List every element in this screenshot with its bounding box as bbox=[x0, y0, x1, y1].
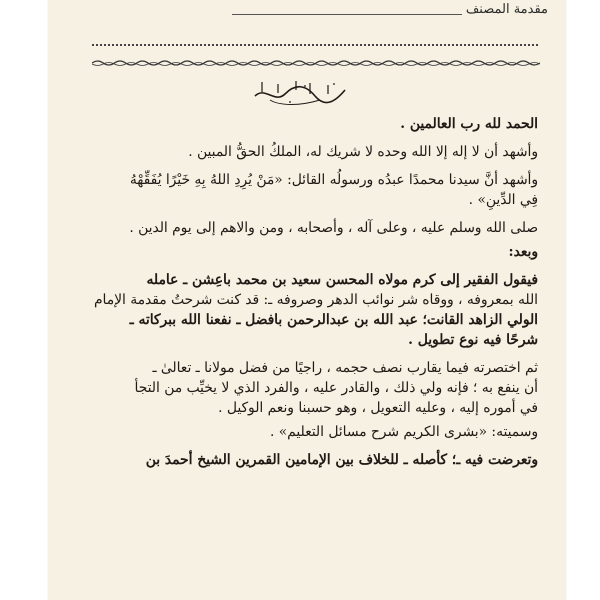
text-line: ثم اختصرته فيما يقارب نصف حجمه ، راجيًا من فضل مولانا ـ تعالىٰ ـ bbox=[152, 360, 538, 376]
text-line: فيقول الفقير إلى كرم مولاه المحسن سعيد بن محمد باعِشن ـ عامله bbox=[146, 272, 538, 288]
text-line: صلى الله وسلم عليه ، وعلى آله ، وأصحابه ، ومن والاهم إلى يوم الدين . bbox=[129, 220, 538, 236]
text-line: أن ينفع به ؛ فإنه ولي ذلك ، والقادر عليه ، والفرد الذي لا يخيِّب من التجأ bbox=[134, 380, 538, 396]
text-line: وتعرضت فيه ـ؛ كأصله ـ للخلاف بين الإمامين القمرين الشيخ أحمدَ بن bbox=[145, 452, 538, 468]
text-line: في أموره إليه ، وعليه التعويل ، وهو حسبنا ونعم الوكيل . bbox=[218, 400, 538, 416]
text-line: الحمد لله رب العالمين . bbox=[400, 116, 538, 132]
text-line: فِي الدِّينِ» . bbox=[468, 192, 538, 208]
book-page bbox=[48, 0, 566, 600]
text-line: الولي الزاهد القانت؛ عبد الله بن عبدالرحمن بافضل ـ نفعنا الله ببركاته ـ bbox=[129, 312, 538, 328]
section-title: مقدمة المصنف bbox=[465, 2, 548, 17]
text-line: وسميته: «بشرى الكريم شرح مسائل التعليم» . bbox=[269, 424, 538, 440]
body-text bbox=[76, 114, 538, 470]
ornamental-border bbox=[92, 59, 540, 67]
text-line: وأشهد أن لا إله إلا الله وحده لا شريك له، الملكُ الحقُّ المبين . bbox=[188, 144, 538, 160]
text-line: وبعد: bbox=[508, 244, 538, 260]
text-line: الله بمعروفه ، ووقاه شر نوائب الدهر وصروفه ـ: قد كنت شرحتُ مقدمة الإمام bbox=[93, 292, 538, 308]
text-line: وأشهد أنَّ سيدنا محمدًا عبدُه ورسولُه القائل: «مَنْ يُرِدِ اللهُ بِهِ خَيْرًا يُفَقِّهْهُ bbox=[129, 172, 538, 188]
text-line: شرحًا فيه نوع تطويل . bbox=[408, 332, 538, 348]
basmala-calligraphy bbox=[250, 76, 350, 106]
dotted-separator bbox=[92, 44, 538, 46]
header-rule bbox=[232, 14, 462, 15]
page-header bbox=[48, 0, 566, 28]
